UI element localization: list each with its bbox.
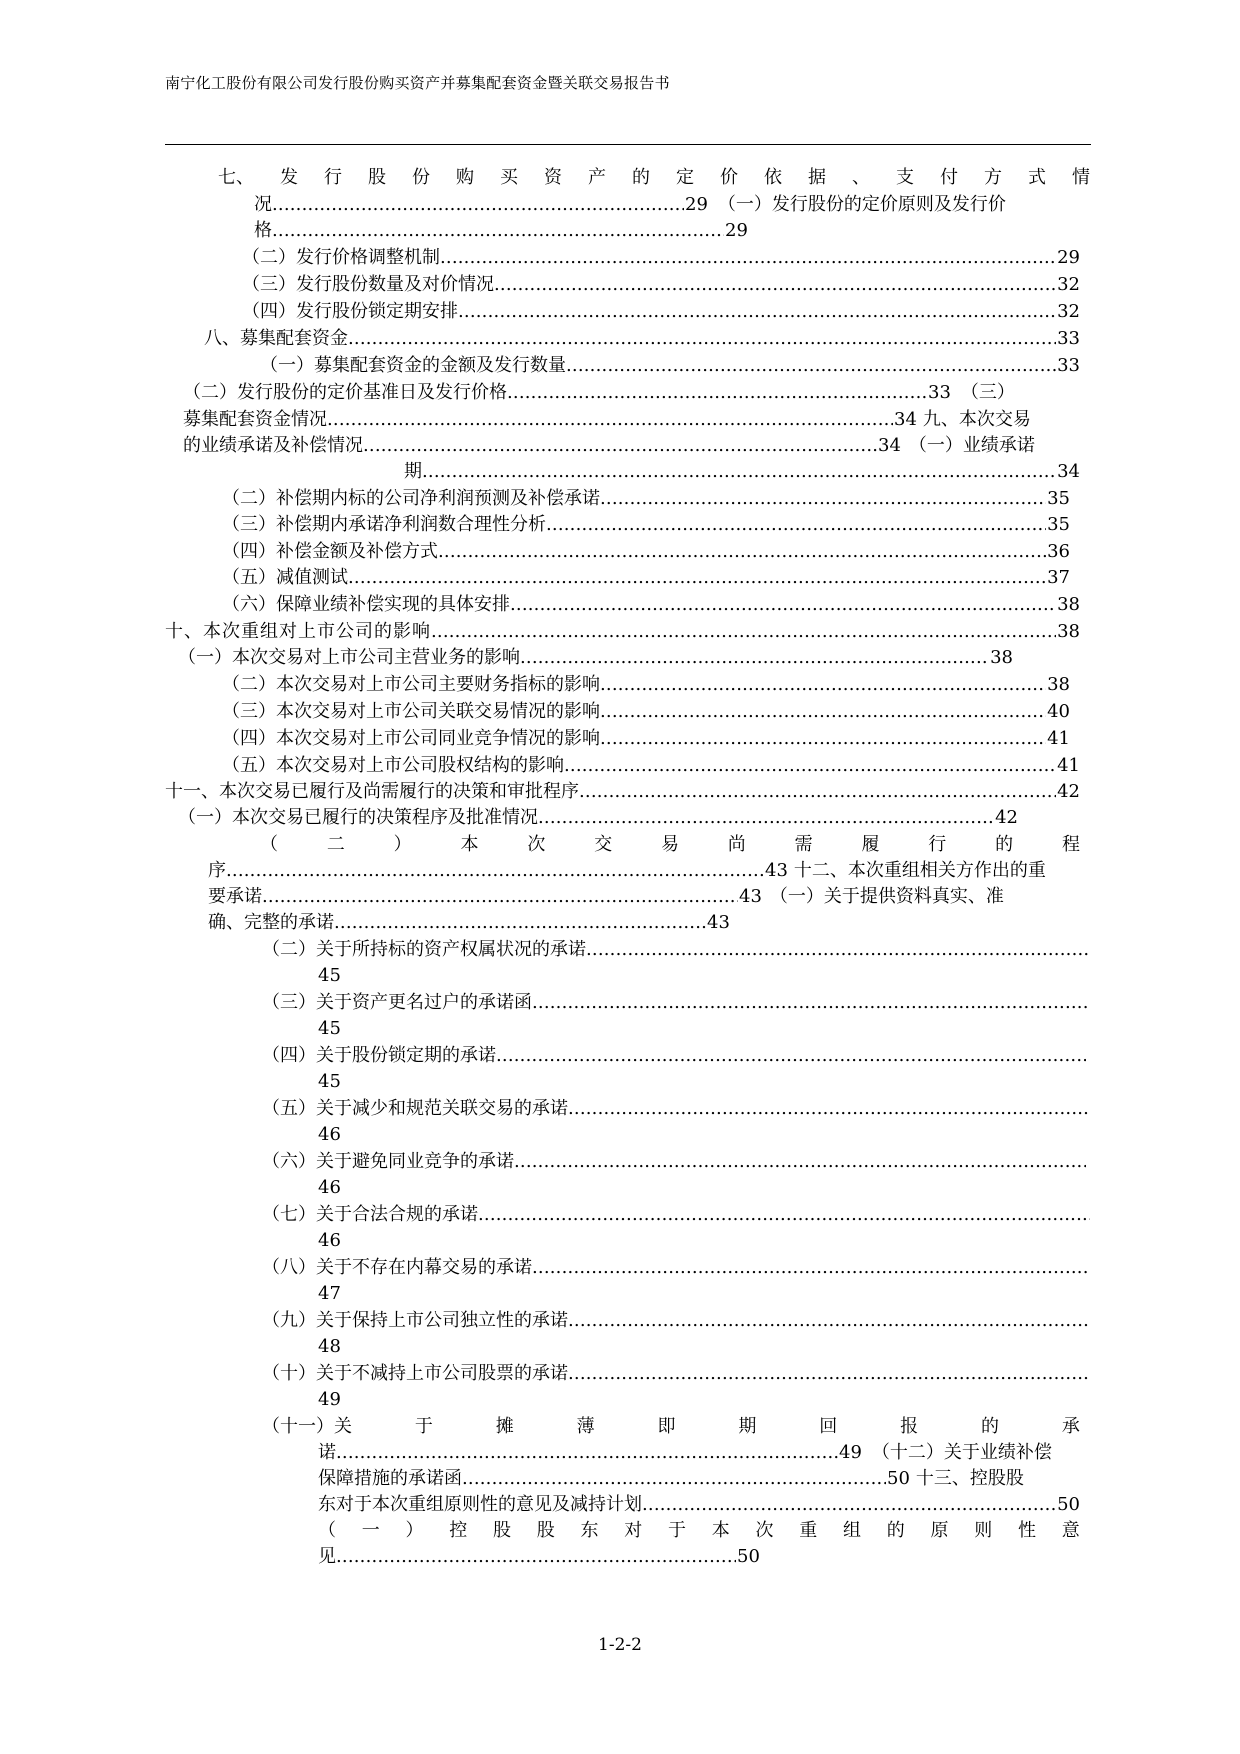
toc-line[interactable]: 七、 发 行 股 份 购 买 资 产 的 定 价 依 据 、 支 付 方 式 情 — [218, 167, 1090, 188]
toc-line[interactable]: 格 ..... 29 — [254, 218, 854, 244]
page-number: 49 — [839, 1442, 862, 1463]
leader-dots — [538, 805, 994, 831]
toc-line[interactable]: 确、完整的承诺 ..... 43 — [208, 910, 808, 936]
toc-line[interactable]: 见 ..... 50 — [318, 1544, 768, 1570]
toc-line[interactable]: （三） 发行股份数量及对价情况 ..... 32 — [242, 272, 1080, 298]
toc-line[interactable]: （二）发行股份的定价基准日及发行价格 ..... 33 （三） — [183, 380, 1080, 406]
toc-line[interactable]: （七） 关于合法合规的承诺 ..... — [262, 1202, 1090, 1228]
leader-dots — [336, 1440, 838, 1466]
leader-dots — [272, 192, 684, 218]
page-number: 42 — [1057, 781, 1080, 802]
page-number: 38 — [1047, 674, 1070, 695]
page-number: 34 — [1057, 461, 1080, 482]
page-number: 32 — [1057, 274, 1080, 295]
page-number: 46 — [318, 1124, 341, 1145]
toc-line[interactable]: （六） 保障业绩补偿实现的具体安排 ..... 38 — [222, 592, 1080, 618]
toc-line[interactable]: 诺 ..... 49 （十二）关于业绩补偿 — [318, 1440, 1090, 1466]
leader-dots — [564, 753, 1056, 779]
page-number: 47 — [318, 1283, 341, 1304]
page-number: 38 — [1057, 621, 1080, 642]
page-number: 40 — [1047, 701, 1070, 722]
toc-line[interactable]: （四） 本次交易对上市公司同业竞争情况的影响 ..... 41 — [222, 726, 1070, 752]
toc-line[interactable]: （四） 补偿金额及补偿方式 ..... 36 — [222, 539, 1070, 565]
leader-dots — [262, 884, 738, 910]
leader-dots — [600, 699, 1046, 725]
leader-dots — [431, 619, 1056, 645]
leader-dots — [348, 565, 1046, 591]
page-number: 41 — [1047, 728, 1070, 749]
page-number: 29 — [1057, 247, 1080, 268]
page-number: 38 — [990, 647, 1013, 668]
leader-dots — [532, 990, 1090, 1016]
running-header: 南宁化工股份有限公司发行股份购买资产并募集配套资金暨关联交易报告书 — [165, 74, 670, 92]
page-number: 35 — [1047, 514, 1070, 535]
toc-line[interactable]: （四） 发行股份锁定期安排 ..... 32 — [242, 299, 1080, 325]
toc-line[interactable]: 期 ..... 34 — [404, 459, 1080, 485]
toc-line[interactable]: （二） 发行价格调整机制 ..... 29 — [242, 245, 1080, 271]
page-number: 45 — [318, 965, 341, 986]
leader-dots — [334, 910, 706, 936]
leader-dots — [586, 937, 1090, 963]
toc-line[interactable]: （一）募集配套资金的金额及发行数量 ..... 33 — [260, 353, 1080, 379]
page-number: 34 — [894, 409, 917, 430]
page-number: 43 — [765, 860, 788, 881]
page-number: 37 — [1047, 567, 1070, 588]
toc-line[interactable]: （十） 关于不减持上市公司股票的承诺 ..... — [262, 1361, 1090, 1387]
toc-line[interactable]: 募集配套资金情况 ..... 34 九、本次交易 — [183, 407, 1090, 433]
leader-dots — [363, 433, 877, 459]
page-number: 46 — [318, 1177, 341, 1198]
toc-line[interactable]: （五） 本次交易对上市公司股权结构的影响 ..... 41 — [222, 753, 1080, 779]
page-number: 43 — [739, 886, 762, 907]
leader-dots — [226, 858, 764, 884]
leader-dots — [546, 512, 1046, 538]
leader-dots — [514, 1149, 1086, 1175]
leader-dots — [478, 1202, 1090, 1228]
toc-line[interactable]: （六） 关于避免同业竞争的承诺 ..... — [262, 1149, 1086, 1175]
toc-line[interactable]: 要承诺 ..... 43 （一）关于提供资料真实、准 — [208, 884, 1090, 910]
leader-dots — [458, 299, 1056, 325]
leader-dots — [600, 672, 1046, 698]
toc-line[interactable]: 的业绩承诺及补偿情况 ..... 34 （一）业绩承诺 — [183, 433, 1090, 459]
page-footer-number: 1-2-2 — [598, 1635, 642, 1655]
leader-dots — [494, 272, 1056, 298]
toc-line[interactable]: 保障措施的承诺函 ..... 50 十三、控股股 — [318, 1466, 1090, 1492]
leader-dots — [579, 779, 1056, 805]
page-number: 41 — [1057, 755, 1080, 776]
page-number: 33 — [928, 382, 951, 403]
page-number: 42 — [995, 807, 1018, 828]
toc-line[interactable]: （五） 关于减少和规范关联交易的承诺 ..... — [262, 1096, 1090, 1122]
leader-dots — [568, 1096, 1090, 1122]
page-number: 45 — [318, 1018, 341, 1039]
page-number: 50 — [887, 1468, 910, 1489]
leader-dots — [440, 245, 1056, 271]
page-number: 46 — [318, 1230, 341, 1251]
toc-line[interactable]: （一）本次交易对上市公司主营业务的影响 ..... 38 — [178, 645, 1013, 671]
leader-dots — [566, 353, 1056, 379]
page-number: 29 — [725, 220, 748, 241]
toc-line[interactable]: （一）本次交易已履行的决策程序及批准情况 ..... 42 — [178, 805, 1018, 831]
page-number: 48 — [318, 1336, 341, 1357]
toc-line[interactable]: （九） 关于保持上市公司独立性的承诺 ..... — [262, 1308, 1090, 1334]
toc-line[interactable]: （二） 本次交易对上市公司主要财务指标的影响 ..... 38 — [222, 672, 1070, 698]
toc-line[interactable]: （二） 补偿期内标的公司净利润预测及补偿承诺 ..... 35 — [222, 486, 1070, 512]
leader-dots — [568, 1361, 1090, 1387]
leader-dots — [510, 592, 1056, 618]
leader-dots — [422, 459, 1056, 485]
toc-line[interactable]: （二） 关于所持标的资产权属状况的承诺 ..... — [262, 937, 1090, 963]
leader-dots — [496, 1043, 1086, 1069]
page-number: 38 — [1057, 594, 1080, 615]
toc-line[interactable]: （三） 关于资产更名过户的承诺函 ..... — [262, 990, 1090, 1016]
leader-dots — [272, 218, 724, 244]
toc-line[interactable]: （ 二 ） 本 次 交 易 尚 需 履 行 的 程 — [260, 834, 1080, 855]
toc-line[interactable]: （ 一 ） 控 股 股 东 对 于 本 次 重 组 的 原 则 性 意 — [318, 1520, 1080, 1541]
leader-dots — [336, 1544, 736, 1570]
toc-line[interactable]: 八、募集配套资金 ..... 33 — [204, 326, 1080, 352]
leader-dots — [568, 1308, 1090, 1334]
header-rule — [165, 144, 1091, 145]
page-number: 35 — [1047, 488, 1070, 509]
toc-line[interactable]: 东对于本次重组原则性的意见及减持计划 ..... 50 — [318, 1492, 1080, 1518]
page-number: 33 — [1057, 328, 1080, 349]
page-number: 49 — [318, 1389, 341, 1410]
leader-dots — [600, 486, 1046, 512]
toc-line[interactable]: 十一、本次交易已履行及尚需履行的决策和审批程序 ..... 42 — [165, 779, 1080, 805]
toc-line[interactable]: （三） 本次交易对上市公司关联交易情况的影响 ..... 40 — [222, 699, 1070, 725]
page-number: 33 — [1057, 355, 1080, 376]
toc-line[interactable]: 况 ..... 29 （一）发行股份的定价原则及发行价 — [254, 192, 1090, 218]
leader-dots — [532, 1255, 1090, 1281]
toc-line[interactable]: 十、本次重组对上市公司的影响 ..... 38 — [165, 619, 1080, 645]
leader-dots — [348, 326, 1056, 352]
page-number: 29 — [685, 194, 708, 215]
leader-dots — [327, 407, 893, 433]
leader-dots — [507, 380, 927, 406]
leader-dots — [438, 539, 1046, 565]
leader-dots — [642, 1492, 1056, 1518]
toc-line[interactable]: （四） 关于股份锁定期的承诺 ..... — [262, 1043, 1086, 1069]
page-number: 50 — [737, 1546, 760, 1567]
page-number: 50 — [1057, 1494, 1080, 1515]
toc-line[interactable]: （五） 减值测试 ..... 37 — [222, 565, 1070, 591]
toc-line[interactable]: （十一）关 于 摊 薄 即 期 回 报 的 承 — [262, 1416, 1080, 1437]
toc-line[interactable]: （八） 关于不存在内幕交易的承诺 ..... — [262, 1255, 1090, 1281]
leader-dots — [462, 1466, 886, 1492]
page-number: 36 — [1047, 541, 1070, 562]
page-number: 43 — [707, 912, 730, 933]
leader-dots — [520, 645, 989, 671]
toc-line[interactable]: （三） 补偿期内承诺净利润数合理性分析 ..... 35 — [222, 512, 1070, 538]
page-number: 32 — [1057, 301, 1080, 322]
page-number: 34 — [878, 435, 901, 456]
toc-line[interactable]: 序 ..... 43 十二、本次重组相关方作出的重 — [208, 858, 1090, 884]
page-number: 45 — [318, 1071, 341, 1092]
leader-dots — [600, 726, 1046, 752]
